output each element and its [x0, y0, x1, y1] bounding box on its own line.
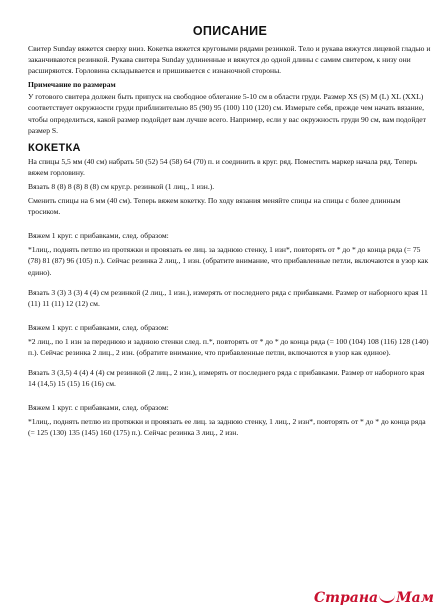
knitting-needle-icon [379, 593, 395, 603]
rib-section-1: Вязать 3 (3) 3 (3) 4 (4) см резинкой (2 лиц., 1 изн.), измерять от последнего ряда с прибавками. Размер от наборного края 11 (11) 11 (11) 12 (12) см. [28, 287, 428, 308]
increase-round-3-intro: Вяжем 1 круг. с прибавками, след. образом: [28, 403, 169, 413]
increase-round-1-instructions: *1лиц., поднять петлю из протяжки и провязать ее лиц. за заднюю стенку, 1 изн*, повторять от * до * до конца ряда (= 75 (78) 81 (87) 96 (105) п.). Сейчас резинка 2 лиц., 1 изн. (обратите внимание, что прибавленные петли, включаются в узор как едино). [28, 245, 429, 277]
spacer [28, 220, 432, 230]
yoke-cast-on-paragraph: На спицы 5,5 мм (40 см) набрать 50 (52) 54 (58) 64 (70) п. и соединить в круг. ряд. Поместить маркер начала ряд. Теперь вяжем горловину. [28, 156, 417, 177]
increase-round-1-intro: Вяжем 1 круг. с прибавками, след. образом: [28, 231, 169, 241]
description-heading: ОПИСАНИЕ [192, 24, 268, 38]
increase-round-3-instructions: *1лиц., поднять петлю из протяжки и провязать ее лиц. за заднюю стенку, 1 лиц., 2 изн*, повторять от * до * до конца ряда (= 125 (130) 135 (145) 160 (175) п.). Сейчас резинка 3 лиц., 2 изн. [28, 417, 426, 438]
spacer [28, 392, 432, 402]
size-note-paragraph: У готового свитера должен быть припуск на свободное облегание 5-10 см в области груди. Размер XS (S) M (L) XL (XXL) соответствует окружности груди приблизительно 85 (90) 95 (100) 110 (120) см. Измерьте себя, прежде чем начать вязание, чтобы определиться, какой размер подойдет вам лучше всего. Например, если у вас окружность груди 90 см, вам подойдет размер S. [28, 92, 426, 135]
rib-section-2: Вязать 3 (3,5) 4 (4) 4 (4) см резинкой (2 лиц., 2 изн.), измерять от последнего ряда с прибавками. Размер от наборного края 14 (14,5) 15 (15) 16 (16) см. [28, 368, 425, 389]
yoke-neckband-paragraph: Вязать 8 (8) 8 (8) 8 (8) см круг.р. резинкой (1 лиц., 1 изн.). [28, 181, 215, 191]
yoke-heading: КОКЕТКА [28, 141, 81, 154]
increase-round-2-instructions: *2 лиц., по 1 изн за переднюю и заднюю стенки след. п.*, повторять от * до * до конца ряда (= 100 (104) 108 (116) 128 (140) п.). Сейчас резинка 2 лиц., 2 изн. (обратите внимание, что прибавленные петли, включаются в узор как единое). [28, 336, 429, 357]
site-watermark-logo [314, 590, 434, 606]
description-paragraph: Свитер Sunday вяжется сверху вниз. Кокетка вяжется круговыми рядами резинкой. Тело и рукава вяжутся лицевой гладью и заканчиваются резинкой. Рукава свитера Sunday удлиненные и вяжутся до одной длины с самим свитером, к низу они расширяются. Горловина складывается и пришивается с изнаночной стороны. [28, 44, 431, 76]
spacer [28, 312, 432, 322]
increase-round-2-intro: Вяжем 1 круг. с прибавками, след. образом: [28, 322, 169, 332]
watermark-text-right: Мам [396, 590, 434, 606]
size-note-heading: Примечание по размерам [28, 80, 116, 90]
yoke-needle-change-paragraph: Сменить спицы на 6 мм (40 см). Теперь вяжем кокетку. По ходу вязания меняйте спицы на спицы с более длинным тросиком. [28, 196, 401, 217]
watermark-text-left: Страна [314, 590, 379, 606]
